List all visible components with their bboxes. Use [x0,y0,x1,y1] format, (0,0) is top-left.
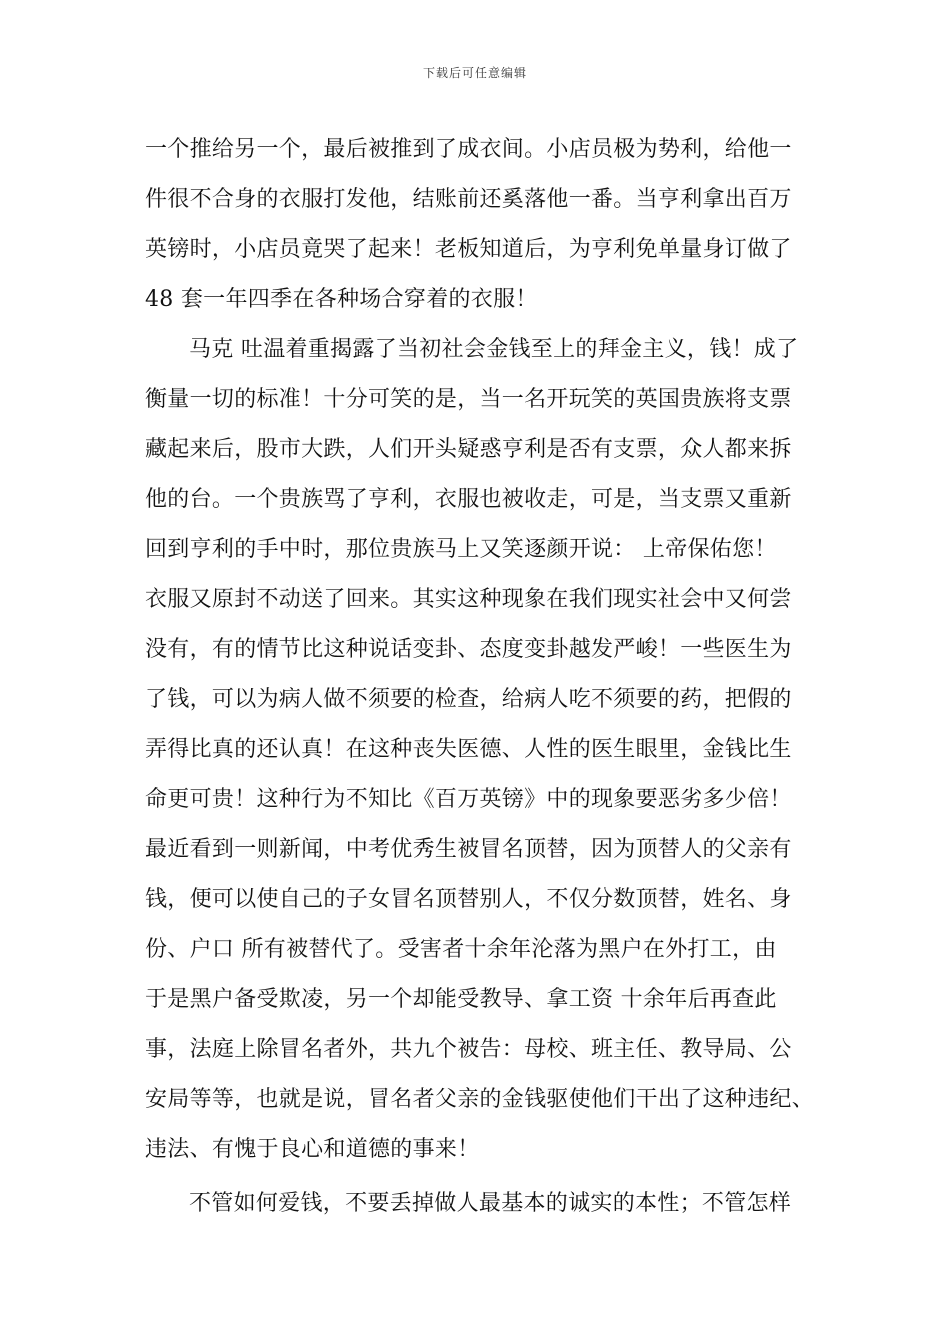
paragraph-start-line: 马克 吐温着重揭露了当初社会金钱至上的拜金主义，钱！成了 [189,337,799,362]
text-line: 份、户口 所有被替代了。受害者十余年沦落为黑户在外打工，由 [145,937,777,962]
text-line: 他的台。一个贵族骂了亨利，衣服也被收走，可是，当支票又重新 [145,487,792,512]
paragraph-start-line: 不管如何爱钱，不要丢掉做人最基本的诚实的本性；不管怎样 [189,1191,792,1216]
text-line: 钱，便可以使自己的子女冒名顶替别人，不仅分数顶替，姓名、身 [145,887,792,912]
text-line: 藏起来后，股市大跌，人们开头疑惑亨利是否有支票，众人都来拆 [145,437,792,462]
text-line: 衣服又原封不动送了回来。其实这种现象在我们现实社会中又何尝 [145,587,792,612]
text-line: 命更可贵！这种行为不知比《百万英镑》中的现象要恶劣多少倍！ [145,787,792,812]
page-header: 下载后可任意编辑 [422,66,527,80]
text-line: 48 套一年四季在各种场合穿着的衣服！ [145,287,538,312]
text-line: 英镑时，小店员竟哭了起来！老板知道后，为亨利免单量身订做了 [145,237,792,262]
text-line: 最近看到一则新闻，中考优秀生被冒名顶替，因为顶替人的父亲有 [145,837,792,862]
text-line: 了钱，可以为病人做不须要的检查，给病人吃不须要的药，把假的 [145,687,792,712]
text-line: 弄得比真的还认真！在这种丧失医德、人性的医生眼里，金钱比生 [145,737,792,762]
text-line: 于是黑户备受欺凌，另一个却能受教导、拿工资 十余年后再查此 [145,987,777,1012]
text-line: 没有，有的情节比这种说话变卦、态度变卦越发严峻！一些医生为 [145,637,792,662]
text-line: 安局等等，也就是说，冒名者父亲的金钱驱使他们干出了这种违纪、 [145,1087,815,1112]
text-line: 件很不合身的衣服打发他，结账前还奚落他一番。当亨利拿出百万 [145,187,792,212]
text-line: 事，法庭上除冒名者外，共九个被告：母校、班主任、教导局、公 [145,1037,792,1062]
text-line: 违法、有愧于良心和道德的事来！ [145,1137,480,1162]
text-line: 回到亨利的手中时，那位贵族马上又笑逐颜开说： 上帝保佑您！ [145,537,777,562]
document-body [145,125,825,1229]
text-line: 衡量一切的标准！十分可笑的是，当一名开玩笑的英国贵族将支票 [145,387,792,412]
text-line: 一个推给另一个，最后被推到了成衣间。小店员极为势利，给他一 [145,137,792,162]
